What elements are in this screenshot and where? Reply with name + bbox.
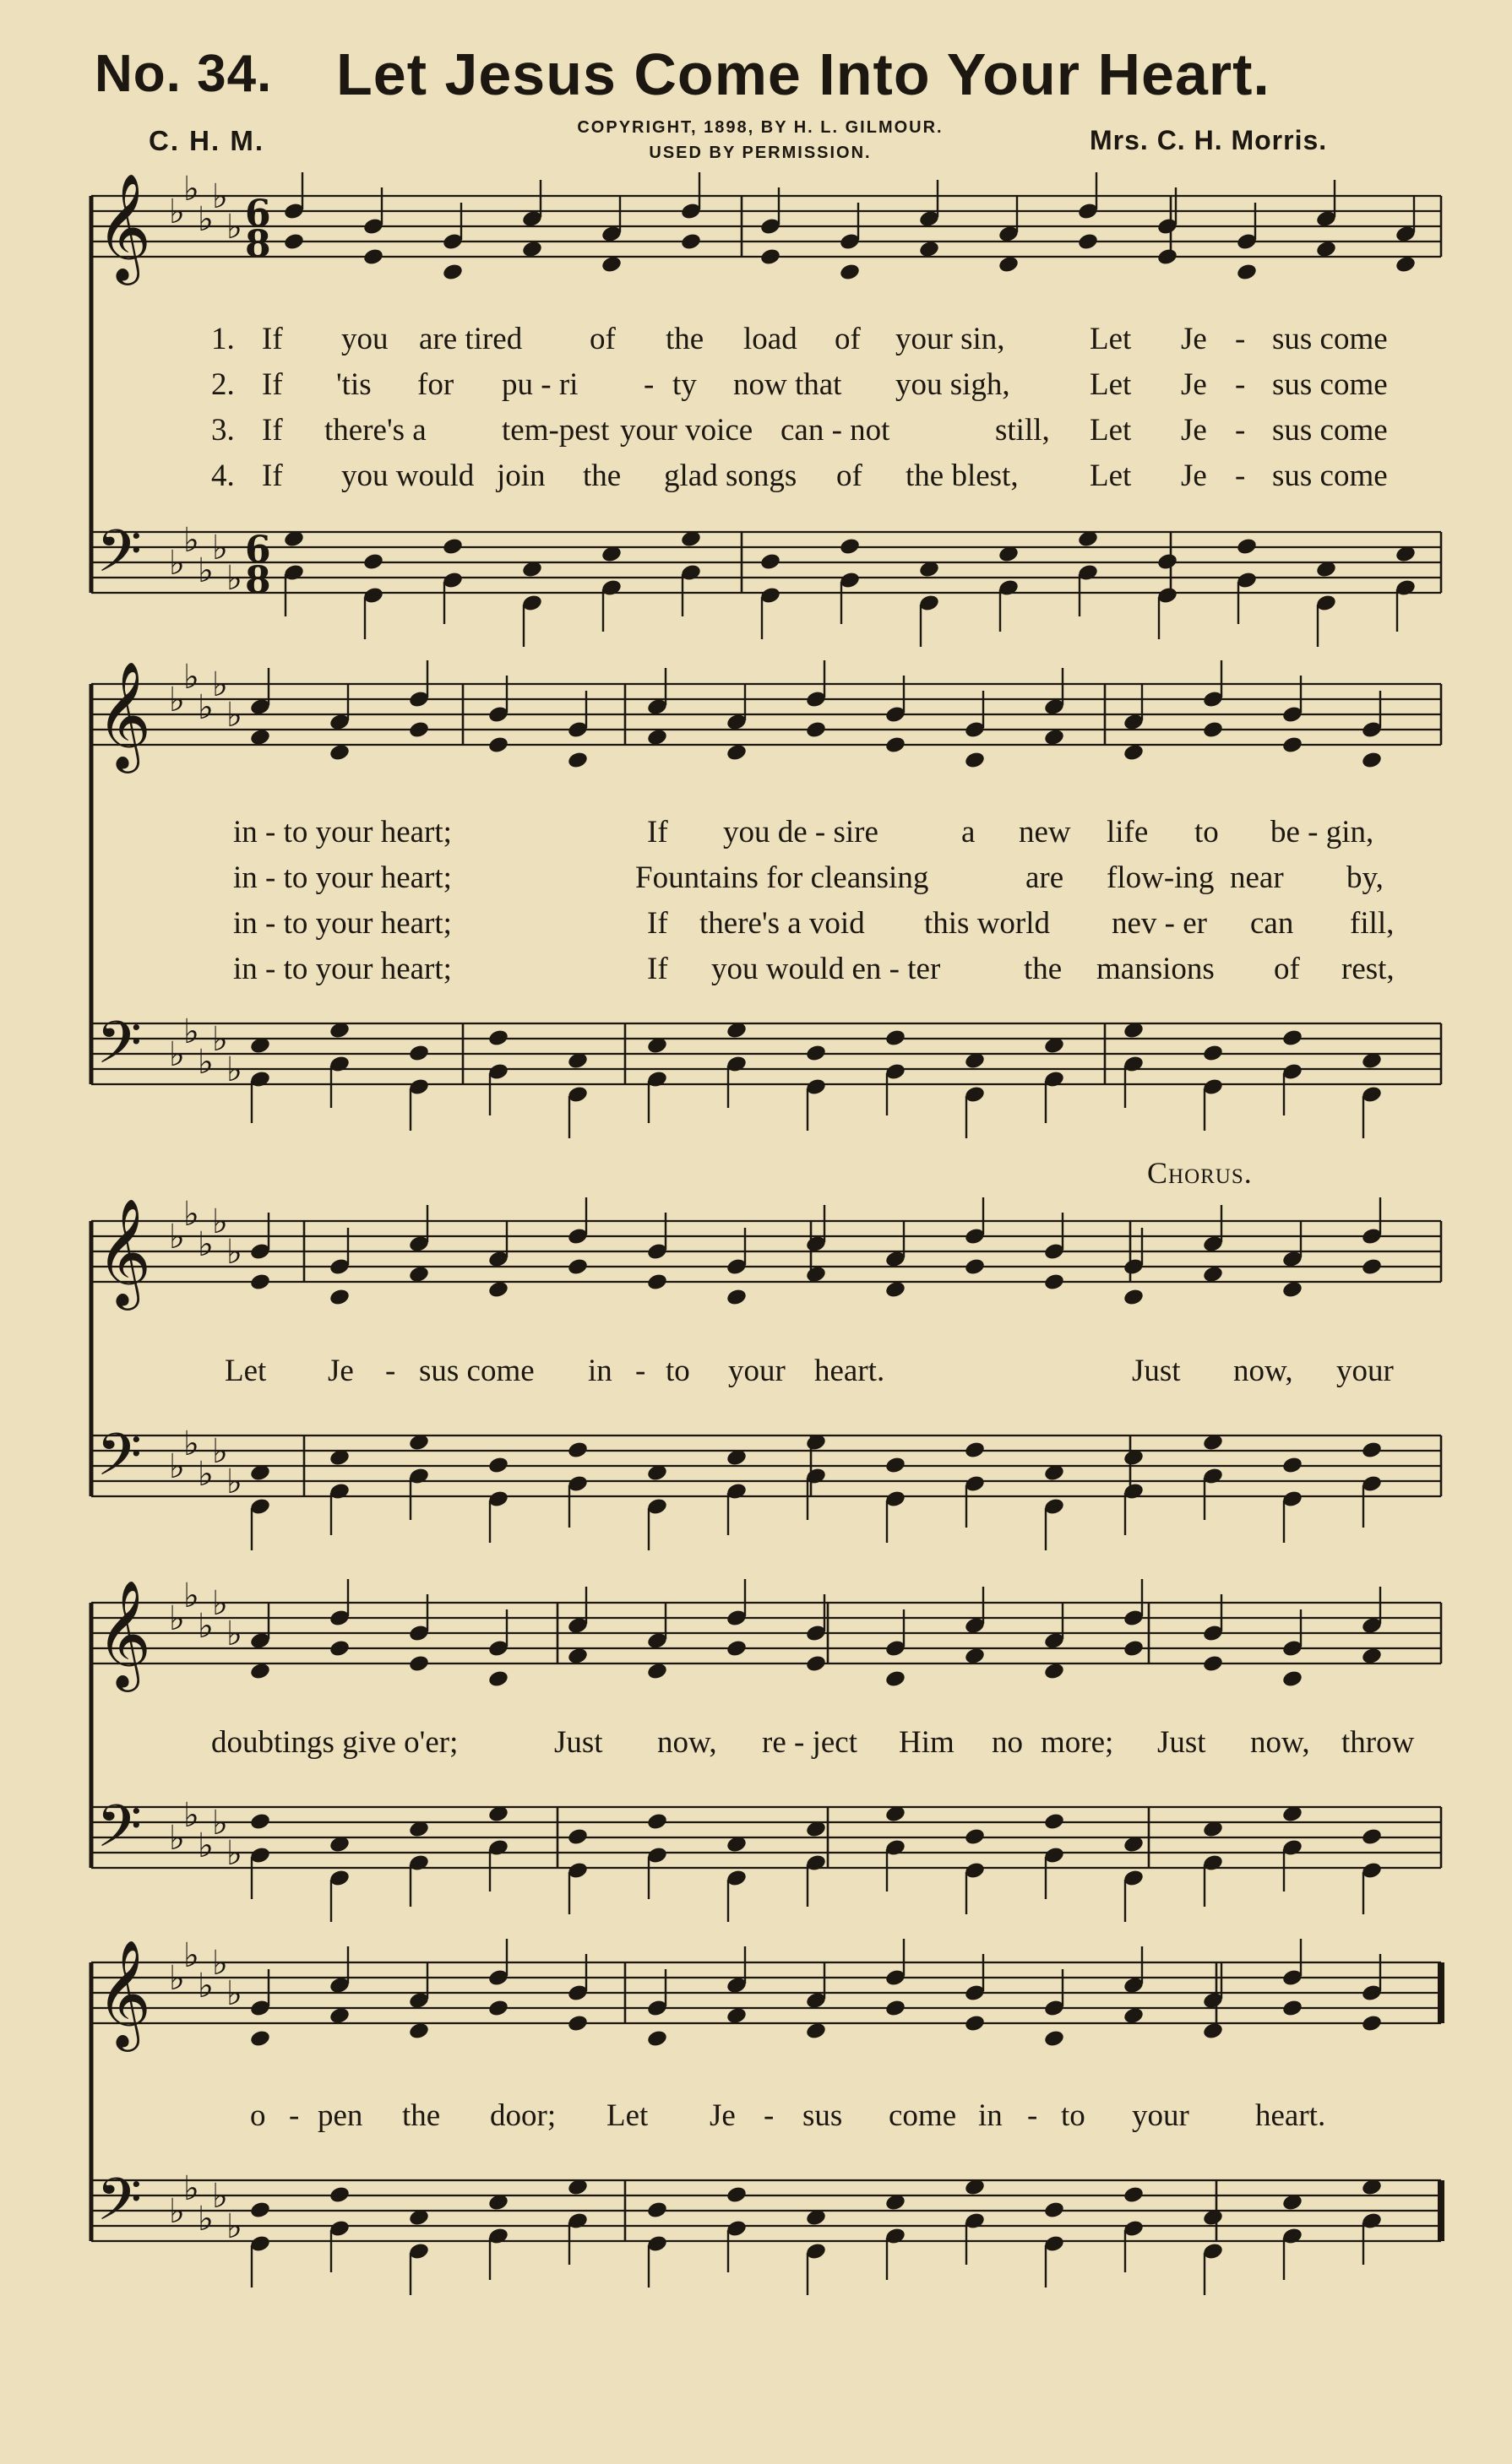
- lyric-syllable: Fountains for cleansing: [635, 860, 929, 895]
- lyric-syllable: If: [262, 413, 283, 448]
- notehead: [408, 1265, 430, 1284]
- flat-icon: ♭: [198, 688, 214, 727]
- lyric-syllable: in - to your heart;: [233, 815, 452, 849]
- lyric-syllable: If: [647, 815, 668, 849]
- lyric-syllable: sus come: [1272, 413, 1388, 448]
- notehead: [567, 1647, 589, 1666]
- lyric-syllable: doubtings give o'er;: [211, 1725, 459, 1760]
- lyric-syllable: Je: [328, 1354, 354, 1388]
- notehead: [964, 1257, 986, 1277]
- lyric-syllable: you de - sire: [723, 815, 878, 849]
- notehead: [1156, 552, 1178, 572]
- treble-clef-icon: 𝄞: [96, 1579, 152, 1687]
- flat-icon: ♭: [183, 170, 199, 209]
- flat-icon: ♭: [198, 200, 214, 239]
- notehead: [442, 537, 464, 556]
- lyricist: C. H. M.: [149, 125, 264, 156]
- notehead: [839, 263, 861, 282]
- lyric-syllable: sus come: [1272, 367, 1388, 402]
- lyric-syllable: If: [647, 952, 668, 986]
- flat-icon: ♭: [212, 1020, 228, 1059]
- lyric-syllable: -: [1235, 322, 1246, 356]
- lyric-syllable: near: [1230, 860, 1284, 895]
- notehead: [646, 1812, 668, 1832]
- lyric-syllable: flow-ing: [1107, 860, 1215, 895]
- notehead: [884, 1028, 906, 1048]
- notehead: [726, 743, 748, 763]
- notehead: [249, 2029, 271, 2049]
- notehead: [408, 2022, 430, 2041]
- lyric-syllable: be - gin,: [1270, 815, 1374, 849]
- flat-icon: ♭: [226, 1974, 242, 2013]
- lyric-syllable: by,: [1346, 860, 1384, 895]
- lyric-syllable: the: [666, 322, 704, 356]
- lyric-syllable: now,: [1250, 1725, 1310, 1760]
- notehead: [964, 751, 986, 770]
- lyric-syllable: Let: [606, 2098, 649, 2133]
- notehead: [1123, 2006, 1145, 2026]
- flat-icon: ♭: [198, 1043, 214, 1082]
- lyric-syllable: Just: [1157, 1725, 1206, 1760]
- notehead: [567, 2014, 589, 2033]
- flat-icon: ♭: [169, 1447, 185, 1486]
- notehead: [1123, 743, 1145, 763]
- lyric-syllable: o: [250, 2098, 266, 2133]
- flat-icon: ♭: [212, 529, 228, 567]
- flat-icon: ♭: [183, 521, 199, 560]
- flat-icon: ♭: [169, 1218, 185, 1256]
- lyric-syllable: -: [1235, 413, 1246, 448]
- lyric-syllable: heart.: [1255, 2098, 1326, 2133]
- notehead: [249, 1812, 271, 1832]
- lyric-syllable: in - to your heart;: [233, 906, 452, 941]
- lyric-syllable: in - to your heart;: [233, 860, 452, 895]
- notehead: [329, 2006, 351, 2026]
- lyric-syllable: door;: [490, 2098, 557, 2133]
- notehead: [329, 1288, 351, 1307]
- lyric-syllable: -: [289, 2098, 300, 2133]
- lyric-syllable: Je: [1181, 322, 1207, 356]
- lyric-syllable: of: [836, 459, 862, 493]
- bass-clef-icon: 𝄢: [96, 1792, 143, 1875]
- notehead: [521, 240, 543, 259]
- notehead: [805, 2022, 827, 2041]
- notehead: [249, 728, 271, 747]
- flat-icon: ♭: [212, 665, 228, 704]
- lyric-syllable: re - ject: [762, 1725, 857, 1760]
- notehead: [805, 1044, 827, 1063]
- flat-icon: ♭: [183, 1796, 199, 1835]
- treble-clef-icon: 𝄞: [96, 1197, 152, 1305]
- lyric-syllable: rest,: [1341, 952, 1395, 986]
- flat-icon: ♭: [169, 1959, 185, 1998]
- flat-icon: ♭: [212, 2177, 228, 2216]
- time-signature: 6: [245, 529, 271, 572]
- flat-icon: ♭: [212, 1432, 228, 1471]
- lyric-syllable: your: [1336, 1354, 1394, 1388]
- bass-clef-icon: 𝄢: [96, 2165, 143, 2248]
- notehead: [726, 1639, 748, 1658]
- notehead: [1281, 1669, 1303, 1689]
- flat-icon: ♭: [212, 1202, 228, 1241]
- notehead: [442, 263, 464, 282]
- flat-icon: ♭: [198, 1455, 214, 1494]
- flat-icon: ♭: [198, 1826, 214, 1865]
- notehead: [918, 240, 940, 259]
- notehead: [567, 1257, 589, 1277]
- flat-icon: ♭: [198, 1967, 214, 2005]
- notehead: [964, 1441, 986, 1460]
- lyric-syllable: now,: [1233, 1354, 1293, 1388]
- lyric-syllable: join: [497, 459, 546, 493]
- lyric-syllable: Let: [1090, 322, 1132, 356]
- notehead: [884, 1999, 906, 2018]
- notehead: [1202, 1654, 1224, 1674]
- notehead: [1281, 1999, 1303, 2018]
- notehead: [964, 2014, 986, 2033]
- flat-icon: ♭: [212, 1944, 228, 1983]
- lyric-syllable: can - not: [780, 413, 890, 448]
- lyric-syllable: Je: [710, 2098, 736, 2133]
- lyric-syllable: load: [743, 322, 797, 356]
- flat-icon: ♭: [183, 1577, 199, 1615]
- lyric-syllable: pu - ri: [502, 367, 579, 402]
- flat-icon: ♭: [226, 696, 242, 735]
- notehead: [884, 1456, 906, 1475]
- notehead: [759, 247, 781, 267]
- lyric-syllable: this world: [924, 906, 1051, 941]
- copyright-line-1: COPYRIGHT, 1898, BY H. L. GILMOUR.: [577, 118, 944, 137]
- lyric-syllable: -: [635, 1354, 646, 1388]
- lyric-syllable: fill,: [1350, 906, 1395, 941]
- lyric-syllable: now that: [733, 367, 842, 402]
- lyric-syllable: of: [1274, 952, 1300, 986]
- lyric-syllable: sus: [802, 2098, 843, 2133]
- notehead: [680, 232, 702, 252]
- time-signature: 6: [245, 193, 271, 236]
- flat-icon: ♭: [169, 544, 185, 583]
- notehead: [567, 751, 589, 770]
- notehead: [1202, 720, 1224, 740]
- notehead: [646, 1273, 668, 1292]
- time-signature: 8: [245, 559, 271, 602]
- flat-icon: ♭: [198, 551, 214, 590]
- notehead: [329, 1639, 351, 1658]
- notehead: [487, 1999, 509, 2018]
- flat-icon: ♭: [198, 2200, 214, 2239]
- notehead: [1315, 240, 1337, 259]
- flat-icon: ♭: [183, 1195, 199, 1234]
- time-signature: 8: [245, 223, 271, 266]
- notehead: [1043, 1662, 1065, 1681]
- flat-icon: ♭: [169, 1819, 185, 1858]
- flat-icon: ♭: [226, 1615, 242, 1653]
- lyric-syllable: of: [835, 322, 861, 356]
- lyric-syllable: Je: [1181, 367, 1207, 402]
- lyric-syllable: to: [1061, 2098, 1085, 2133]
- lyric-syllable: 4.: [211, 459, 235, 493]
- notehead: [1043, 1812, 1065, 1832]
- lyric-syllable: still,: [995, 413, 1050, 448]
- lyric-syllable: to: [1194, 815, 1219, 849]
- lyric-syllable: Je: [1181, 459, 1207, 493]
- flat-icon: ♭: [198, 1225, 214, 1264]
- lyric-syllable: -: [1027, 2098, 1038, 2133]
- notehead: [1156, 247, 1178, 267]
- notehead: [998, 255, 1020, 274]
- lyric-syllable: 'tis: [336, 367, 372, 402]
- treble-clef-icon: 𝄞: [96, 660, 152, 768]
- lyric-syllable: If: [262, 459, 283, 493]
- notehead: [329, 2185, 351, 2205]
- lyric-syllable: -: [1235, 367, 1246, 402]
- lyric-syllable: Just: [1132, 1354, 1181, 1388]
- notehead: [646, 2029, 668, 2049]
- lyric-syllable: no: [992, 1725, 1023, 1760]
- treble-clef-icon: 𝄞: [96, 1939, 152, 2047]
- lyric-syllable: If: [262, 367, 283, 402]
- notehead: [1281, 1456, 1303, 1475]
- notehead: [1281, 735, 1303, 755]
- chorus-label: Chorus.: [1147, 1156, 1253, 1190]
- notehead: [759, 552, 781, 572]
- lyric-syllable: you would en - ter: [711, 952, 941, 986]
- notehead: [726, 1288, 748, 1307]
- lyric-syllable: -: [764, 2098, 775, 2133]
- treble-clef-icon: 𝄞: [96, 172, 152, 280]
- flat-icon: ♭: [183, 1012, 199, 1051]
- lyric-syllable: the blest,: [906, 459, 1019, 493]
- lyric-syllable: your sin,: [895, 322, 1005, 356]
- lyric-syllable: -: [644, 367, 655, 402]
- lyric-syllable: you sigh,: [895, 367, 1010, 402]
- notehead: [1043, 1273, 1065, 1292]
- flat-icon: ♭: [212, 177, 228, 216]
- lyric-syllable: ty: [672, 367, 697, 402]
- notehead: [805, 1654, 827, 1674]
- notehead: [646, 2201, 668, 2220]
- flat-icon: ♭: [212, 1584, 228, 1623]
- notehead: [1077, 232, 1099, 252]
- notehead: [1202, 2022, 1224, 2041]
- lyric-syllable: sus come: [1272, 322, 1388, 356]
- lyric-syllable: Him: [899, 1725, 955, 1760]
- lyric-syllable: your voice: [620, 413, 753, 448]
- notehead: [329, 743, 351, 763]
- notehead: [487, 735, 509, 755]
- notehead: [1123, 1288, 1145, 1307]
- lyric-syllable: come: [889, 2098, 957, 2133]
- flat-icon: ♭: [183, 1936, 199, 1975]
- lyric-syllable: you would: [341, 459, 475, 493]
- lyric-syllable: heart.: [814, 1354, 885, 1388]
- flat-icon: ♭: [226, 2207, 242, 2246]
- flat-icon: ♭: [169, 681, 185, 719]
- flat-icon: ♭: [198, 1607, 214, 1646]
- lyric-syllable: are: [1025, 860, 1064, 895]
- notehead: [567, 1441, 589, 1460]
- notehead: [249, 1273, 271, 1292]
- lyric-syllable: tem-pest: [502, 413, 610, 448]
- notehead: [646, 728, 668, 747]
- notehead: [487, 1280, 509, 1300]
- lyric-syllable: a: [961, 815, 976, 849]
- lyric-syllable: are tired: [419, 322, 523, 356]
- notehead: [487, 1028, 509, 1048]
- lyric-syllable: new: [1019, 815, 1071, 849]
- bass-clef-icon: 𝄢: [96, 1420, 143, 1503]
- lyric-syllable: glad songs: [664, 459, 797, 493]
- notehead: [1395, 255, 1417, 274]
- notehead: [646, 1662, 668, 1681]
- lyric-syllable: nev - er: [1112, 906, 1207, 941]
- lyric-syllable: -: [385, 1354, 396, 1388]
- notehead: [1281, 1028, 1303, 1048]
- flat-icon: ♭: [169, 1599, 185, 1638]
- notehead: [408, 1654, 430, 1674]
- notehead: [1361, 2014, 1383, 2033]
- lyric-syllable: now,: [657, 1725, 717, 1760]
- lyric-syllable: there's a void: [699, 906, 865, 941]
- flat-icon: ♭: [226, 208, 242, 247]
- flat-icon: ♭: [212, 1804, 228, 1843]
- notehead: [249, 1662, 271, 1681]
- flat-icon: ♭: [183, 2169, 199, 2208]
- notehead: [1361, 751, 1383, 770]
- lyric-syllable: pen: [318, 2098, 363, 2133]
- flat-icon: ♭: [226, 559, 242, 598]
- lyric-syllable: for: [417, 367, 454, 402]
- bass-clef-icon: 𝄢: [96, 517, 143, 600]
- notehead: [884, 735, 906, 755]
- bass-clef-icon: 𝄢: [96, 1008, 143, 1091]
- notehead: [362, 247, 384, 267]
- lyric-syllable: more;: [1041, 1725, 1114, 1760]
- notehead: [1361, 1827, 1383, 1847]
- notehead: [1361, 1257, 1383, 1277]
- notehead: [601, 255, 623, 274]
- notehead: [487, 1456, 509, 1475]
- notehead: [805, 720, 827, 740]
- lyric-syllable: mansions: [1096, 952, 1215, 986]
- notehead: [1043, 728, 1065, 747]
- lyric-syllable: -: [1235, 459, 1246, 493]
- flat-icon: ♭: [226, 1233, 242, 1272]
- lyric-syllable: in - to your heart;: [233, 952, 452, 986]
- flat-icon: ♭: [226, 1050, 242, 1089]
- lyric-syllable: sus come: [419, 1354, 535, 1388]
- notehead: [362, 552, 384, 572]
- lyric-syllable: Let: [1090, 413, 1132, 448]
- notehead: [1361, 1441, 1383, 1460]
- notehead: [1123, 1639, 1145, 1658]
- lyric-syllable: life: [1107, 815, 1149, 849]
- lyric-syllable: you: [341, 322, 389, 356]
- notehead: [249, 2201, 271, 2220]
- lyric-syllable: to: [666, 1354, 690, 1388]
- notehead: [1202, 1265, 1224, 1284]
- notehead: [1281, 1280, 1303, 1300]
- notehead: [884, 1669, 906, 1689]
- notehead: [408, 1044, 430, 1063]
- lyric-syllable: your: [1132, 2098, 1189, 2133]
- notehead: [964, 1827, 986, 1847]
- lyric-syllable: 2.: [211, 367, 235, 402]
- lyric-syllable: in: [978, 2098, 1003, 2133]
- lyric-syllable: sus come: [1272, 459, 1388, 493]
- hymn-number: No. 34.: [95, 45, 273, 103]
- lyric-syllable: your: [728, 1354, 786, 1388]
- flat-icon: ♭: [169, 1035, 185, 1074]
- notehead: [805, 1265, 827, 1284]
- lyric-syllable: Je: [1181, 413, 1207, 448]
- composer: Mrs. C. H. Morris.: [1090, 125, 1328, 155]
- lyric-syllable: 3.: [211, 413, 235, 448]
- notehead: [1361, 1647, 1383, 1666]
- flat-icon: ♭: [169, 193, 185, 231]
- lyric-syllable: 1.: [211, 322, 235, 356]
- notehead: [487, 1669, 509, 1689]
- copyright-line-2: USED BY PERMISSION.: [649, 144, 872, 162]
- notehead: [726, 2185, 748, 2205]
- notehead: [839, 537, 861, 556]
- lyric-syllable: Just: [554, 1725, 603, 1760]
- lyric-syllable: Let: [1090, 367, 1132, 402]
- notehead: [408, 720, 430, 740]
- hymn-title: Let Jesus Come Into Your Heart.: [336, 41, 1270, 107]
- lyric-syllable: can: [1250, 906, 1294, 941]
- lyric-syllable: there's a: [324, 413, 427, 448]
- notehead: [1043, 2029, 1065, 2049]
- notehead: [964, 1647, 986, 1666]
- notehead: [1202, 1044, 1224, 1063]
- lyric-syllable: the: [583, 459, 622, 493]
- lyric-syllable: the: [1024, 952, 1063, 986]
- notehead: [283, 232, 305, 252]
- lyric-syllable: If: [647, 906, 668, 941]
- notehead: [884, 1280, 906, 1300]
- notehead: [1043, 2201, 1065, 2220]
- lyric-syllable: throw: [1341, 1725, 1415, 1760]
- notehead: [1236, 263, 1258, 282]
- lyric-syllable: of: [590, 322, 616, 356]
- lyric-syllable: Let: [1090, 459, 1132, 493]
- lyric-syllable: in: [588, 1354, 612, 1388]
- flat-icon: ♭: [169, 2192, 185, 2231]
- flat-icon: ♭: [226, 1834, 242, 1873]
- notehead: [726, 2006, 748, 2026]
- flat-icon: ♭: [226, 1463, 242, 1501]
- notehead: [567, 1827, 589, 1847]
- notehead: [1123, 2185, 1145, 2205]
- lyric-syllable: If: [262, 322, 283, 356]
- lyric-syllable: Let: [225, 1354, 267, 1388]
- notehead: [1236, 537, 1258, 556]
- flat-icon: ♭: [183, 658, 199, 697]
- lyric-syllable: the: [402, 2098, 441, 2133]
- flat-icon: ♭: [183, 1425, 199, 1463]
